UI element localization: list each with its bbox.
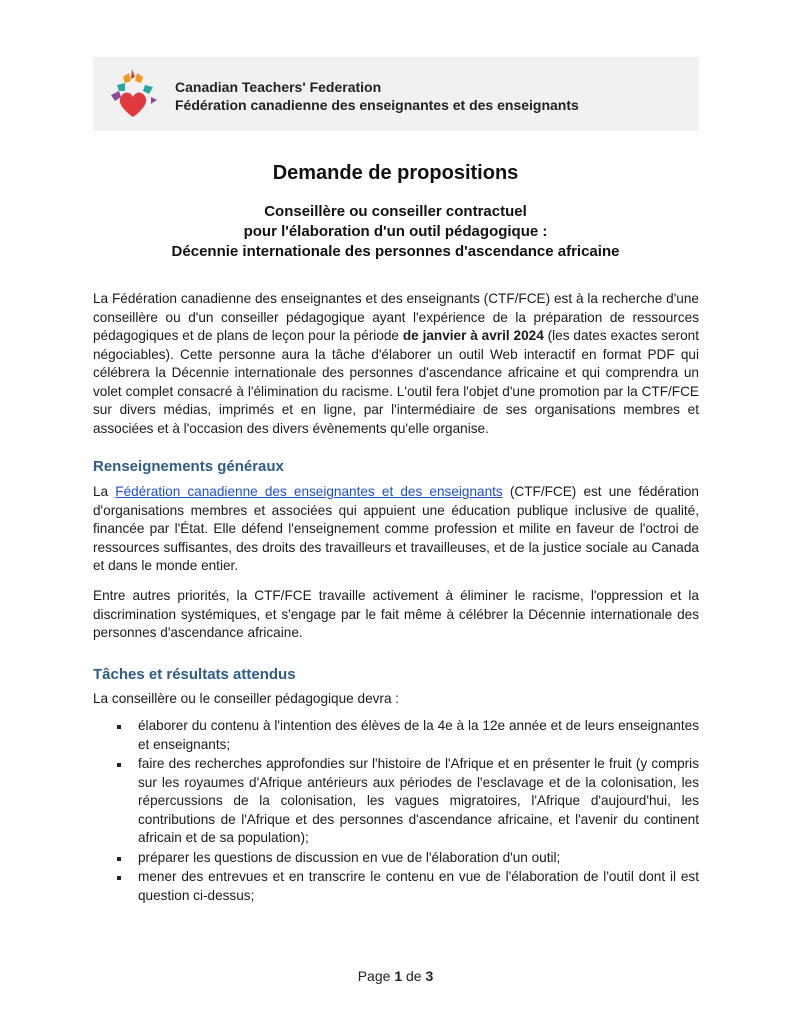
list-item-text: mener des entrevues et en transcrire le contenu en vue de l'élaboration de l'outil dont il est question ci-dessus; [138, 869, 699, 903]
general-paragraph-2: Entre autres priorités, la CTF/FCE travaille activement à éliminer le racisme, l'oppression et la discrimination systémiques, et s'engage par le fait même à célébrer la Décennie internationale des personnes d'ascendance africaine. [93, 588, 699, 640]
page-label: Page [357, 968, 391, 984]
letterhead-banner [93, 57, 699, 131]
bullet-icon [117, 857, 121, 861]
list-item [93, 849, 699, 868]
section-heading-tasks: Tâches et résultats attendus [93, 666, 296, 683]
general-p1-suffix: (CTF/FCE) est une fédération d'organisations membres et associées qui appuient une éducation publique inclusive de qualité, financée par l'État. Elle défend l'enseignement comme profession et milite en faveur de l'octroi de ressources suffisantes, des droits des travailleurs et travailleuses, et de la justice sociale au Canada et dans le monde entier. [93, 484, 699, 573]
org-name-french: Fédération canadienne des enseignantes et des enseignants [175, 97, 579, 113]
intro-paragraph [93, 290, 699, 438]
subtitle-line-2: pour l'élaboration d'un outil pédagogique : [243, 223, 548, 240]
tasks-list [93, 717, 699, 906]
list-item-text: préparer les questions de discussion en vue de l'élaboration d'un outil; [138, 849, 561, 865]
list-item [93, 717, 699, 754]
org-name-english: Canadian Teachers' Federation [175, 79, 382, 95]
page-number [0, 968, 791, 984]
bullet-icon [117, 876, 121, 880]
page-total: 3 [425, 968, 434, 984]
intro-period-bold: de janvier à avril 2024 [402, 328, 544, 343]
general-paragraph-1 [93, 483, 699, 576]
ctf-fce-link[interactable]: Fédération canadienne des enseignantes et des enseignants [115, 484, 503, 499]
subtitle-line-3: Décennie internationale des personnes d'ascendance africaine [171, 243, 620, 260]
ctf-fce-logo-icon [105, 67, 161, 123]
bullet-icon [117, 725, 121, 729]
intro-text-start: La Fédération canadienne des enseignantes et des enseignants (CTF/FCE) est à la recherche d'une conseillère ou d'un conseiller pédagogique ayant l'expérience de la préparation de ressources pédagogiques et de plans de leçon pour la période [93, 291, 699, 343]
list-item [93, 755, 699, 848]
tasks-intro: La conseillère ou le conseiller pédagogique devra : [93, 691, 400, 706]
general-p1-prefix: La [93, 484, 116, 499]
page-of: de [406, 968, 422, 984]
page-current: 1 [394, 968, 403, 984]
section-heading-general: Renseignements généraux [93, 458, 284, 475]
list-item-text: faire des recherches approfondies sur l'histoire de l'Afrique et en présenter le fruit (y compris sur les royaumes d'Afrique antérieurs aux périodes de l'esclavage et de la colonisation, les répercussions de la colonisation, les vagues migratoires, l'Afrique d'aujourd'hui, les contributions de l'Afrique et des personnes d'ascendance africaine, et l'avenir du continent africain et de sa population); [138, 756, 699, 845]
document-title: Demande de propositions [272, 162, 519, 184]
list-item [93, 868, 699, 905]
list-item-text: élaborer du contenu à l'intention des élèves de la 4e à la 12e année et de leurs enseignantes et enseignants; [138, 718, 699, 752]
bullet-icon [117, 763, 121, 767]
intro-text-end: (les dates exactes seront négociables). Cette personne aura la tâche d'élaborer un outil Web interactif en format PDF qui célébrera la Décennie internationale des personnes d'ascendance africaine et qui comprendra un volet complet consacré à l'élimination du racisme. L'outil fera l'objet d'une promotion par la CTF/FCE sur divers médias, imprimés et en ligne, par l'intermédiaire de ses organisations membres et associées et à l'occasion des divers évènements qu'elle organise. [93, 328, 699, 436]
subtitle-line-1: Conseillère ou conseiller contractuel [264, 203, 527, 220]
